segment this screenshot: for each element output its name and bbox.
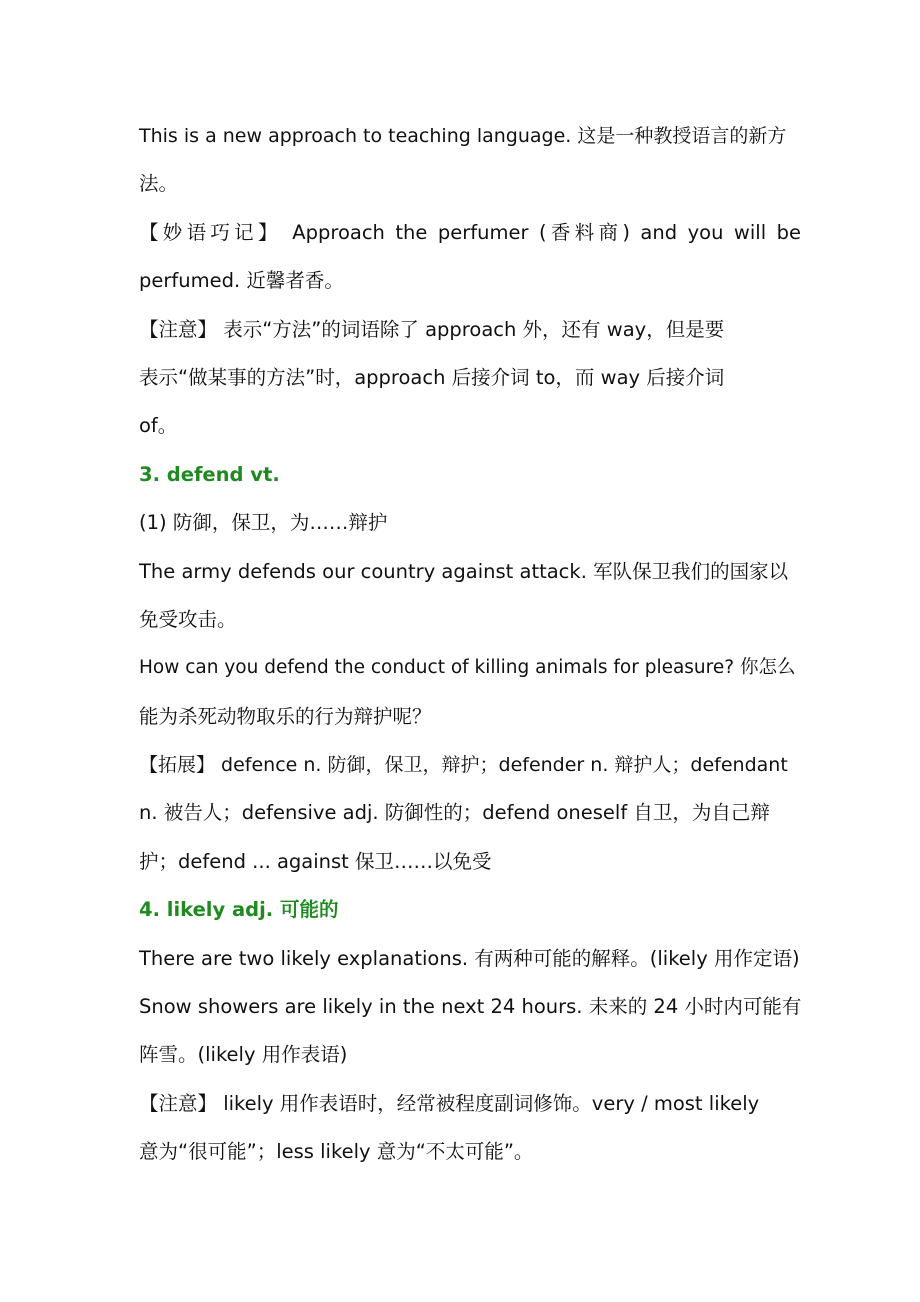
text-line: 意为“很可能”；less likely 意为“不太可能”。 — [139, 1140, 534, 1164]
text-line: 阵雪。(likely 用作表语) — [139, 1043, 348, 1067]
example-sentence: How can you defend the conduct of killing animals for pleasure? 你怎么 — [139, 657, 796, 679]
text-line: of。 — [139, 414, 178, 438]
text-line: 法。 — [139, 172, 179, 196]
extension-note: 【拓展】 defence n. 防御，保卫，辩护；defender n. 辩护人；defendant — [139, 754, 788, 777]
text-line: 护；defend ... against 保卫……以免受 — [139, 849, 492, 873]
text-line: 免受攻击。 — [139, 607, 237, 631]
section-heading-defend: 3. defend vt. — [139, 462, 280, 486]
example-sentence: The army defends our country against attack. 军队保卫我们的国家以 — [139, 559, 789, 583]
text-line: This is a new approach to teaching language. 这是一种教授语言的新方 — [139, 125, 787, 147]
text-line: n. 被告人；defensive adj. 防御性的；defend oneself 自卫，为自己辩 — [139, 801, 770, 825]
text-line: 能为杀死动物取乐的行为辩护呢？ — [139, 704, 432, 728]
text-line: perfumed. 近馨者香。 — [139, 269, 344, 293]
example-sentence: Snow showers are likely in the next 24 hours. 未来的 24 小时内可能有 — [139, 995, 802, 1019]
definition-line: (1) 防御，保卫，为……辩护 — [139, 511, 388, 535]
document-page — [139, 112, 801, 1177]
attention-note: 【注意】 likely 用作表语时，经常被程度副词修饰。very / most likely — [139, 1091, 760, 1115]
section-heading-likely: 4. likely adj. 可能的 — [139, 898, 339, 922]
text-line: 表示“做某事的方法”时，approach 后接介词 to，而 way 后接介词 — [139, 365, 725, 389]
example-sentence: There are two likely explanations. 有两种可能的解释。(likely 用作定语) — [139, 946, 800, 970]
mnemonic-note: 【妙语巧记】 Approach the perfumer (香料商) and you will be — [139, 220, 801, 244]
attention-note: 【注意】 表示“方法”的词语除了 approach 外，还有 way，但是要 — [139, 317, 725, 341]
